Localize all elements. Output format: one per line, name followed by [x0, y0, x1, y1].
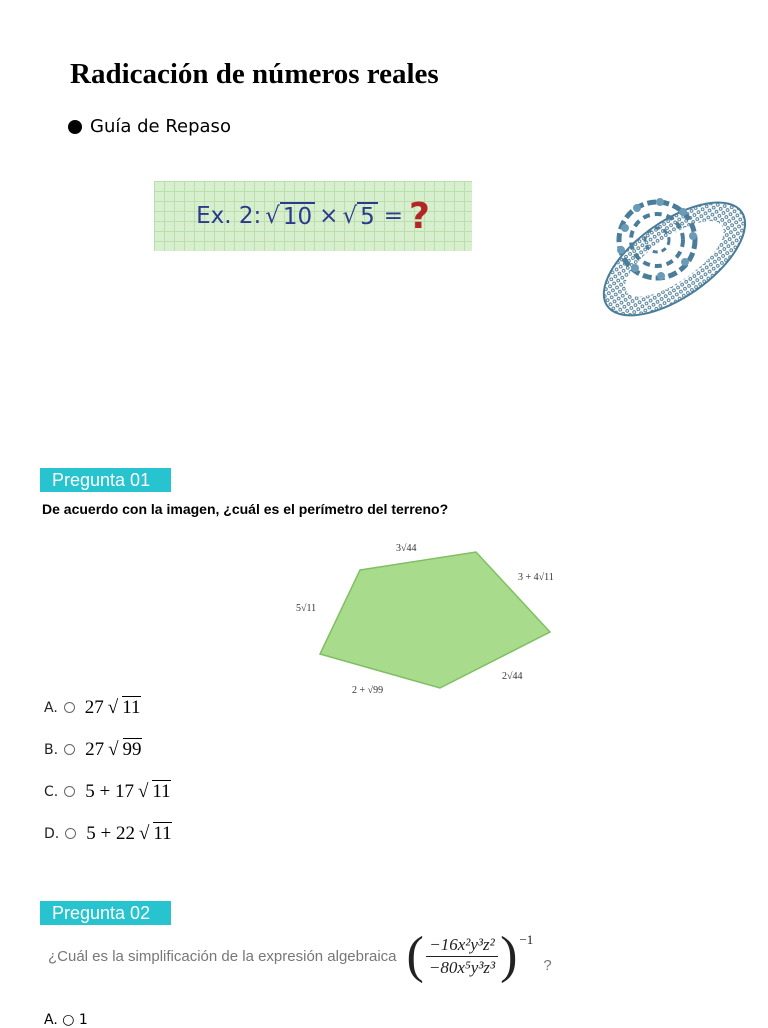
- answer-option-b[interactable]: [44, 738, 142, 761]
- answer-option-c[interactable]: [44, 780, 171, 803]
- left-paren: (: [406, 927, 424, 984]
- answer-option-d[interactable]: [44, 822, 172, 845]
- side-label-left: 5√11: [296, 603, 317, 614]
- option-radicand: 11: [122, 697, 141, 718]
- land-pentagon-figure: [290, 536, 580, 696]
- subtitle: [68, 116, 231, 137]
- pentagon-shape: [320, 552, 550, 688]
- option-coefficient: 5 + 22: [86, 822, 135, 844]
- question-2-option-a[interactable]: A. ○ 1: [44, 1012, 88, 1028]
- sqrt-icon: √: [342, 203, 358, 229]
- example-times: ×: [319, 203, 339, 229]
- example-prefix: Ex. 2:: [196, 203, 262, 229]
- question-1-label: Pregunta 01: [40, 468, 171, 492]
- option-coefficient: 5 + 17: [85, 780, 134, 802]
- option-coefficient: 27: [85, 738, 105, 760]
- example-card: [154, 181, 472, 251]
- side-label-right-bottom: 2√44: [502, 671, 523, 682]
- example-equals: =: [383, 203, 404, 229]
- option-letter: B.: [44, 741, 59, 758]
- side-label-bottom: 2 + √99: [352, 685, 384, 696]
- sqrt-icon: √: [265, 203, 280, 229]
- sqrt-icon: √: [108, 738, 119, 760]
- question-2-label: Pregunta 02: [40, 901, 171, 925]
- fullerene-nanotube-image: [585, 168, 757, 340]
- example-radicand-b: 5: [357, 202, 378, 230]
- subtitle-text: Guía de Repaso: [90, 116, 231, 137]
- radio-button[interactable]: [65, 828, 76, 839]
- fraction-denominator: −80x⁵y³z³: [428, 957, 496, 977]
- option-letter: C.: [44, 783, 59, 800]
- sqrt-icon: √: [107, 696, 119, 718]
- example-question-mark: ?: [409, 195, 430, 237]
- exponent: −1: [519, 932, 534, 947]
- question-2-text: ¿Cuál es la simplificación de la expresión algebraica: [48, 947, 397, 965]
- fraction: [426, 935, 498, 978]
- right-paren: ): [500, 927, 518, 984]
- radio-button[interactable]: [64, 702, 75, 713]
- sqrt-icon: √: [137, 780, 149, 802]
- question-2-statement: [48, 927, 552, 984]
- radio-button[interactable]: [64, 744, 75, 755]
- option-radicand: 99: [122, 739, 142, 760]
- option-coefficient: 27: [84, 696, 104, 718]
- sqrt-icon: √: [138, 822, 150, 844]
- question-2-end: ?: [543, 956, 552, 974]
- page-title: Radicación de números reales: [70, 58, 439, 90]
- option-radicand: 11: [153, 823, 172, 844]
- radio-button[interactable]: [64, 786, 75, 797]
- option-letter: A.: [44, 699, 58, 716]
- bullet-icon: [68, 120, 82, 134]
- option-letter: D.: [44, 825, 60, 842]
- question-1-text: De acuerdo con la imagen, ¿cuál es el perímetro del terreno?: [42, 501, 449, 517]
- side-label-right-top: 3 + 4√11: [518, 572, 554, 583]
- example-radicand-a: 10: [280, 202, 315, 230]
- side-label-top: 3√44: [396, 543, 417, 554]
- answer-option-a[interactable]: [44, 696, 141, 719]
- option-radicand: 11: [152, 781, 171, 802]
- fraction-numerator: −16x²y³z²: [426, 935, 497, 957]
